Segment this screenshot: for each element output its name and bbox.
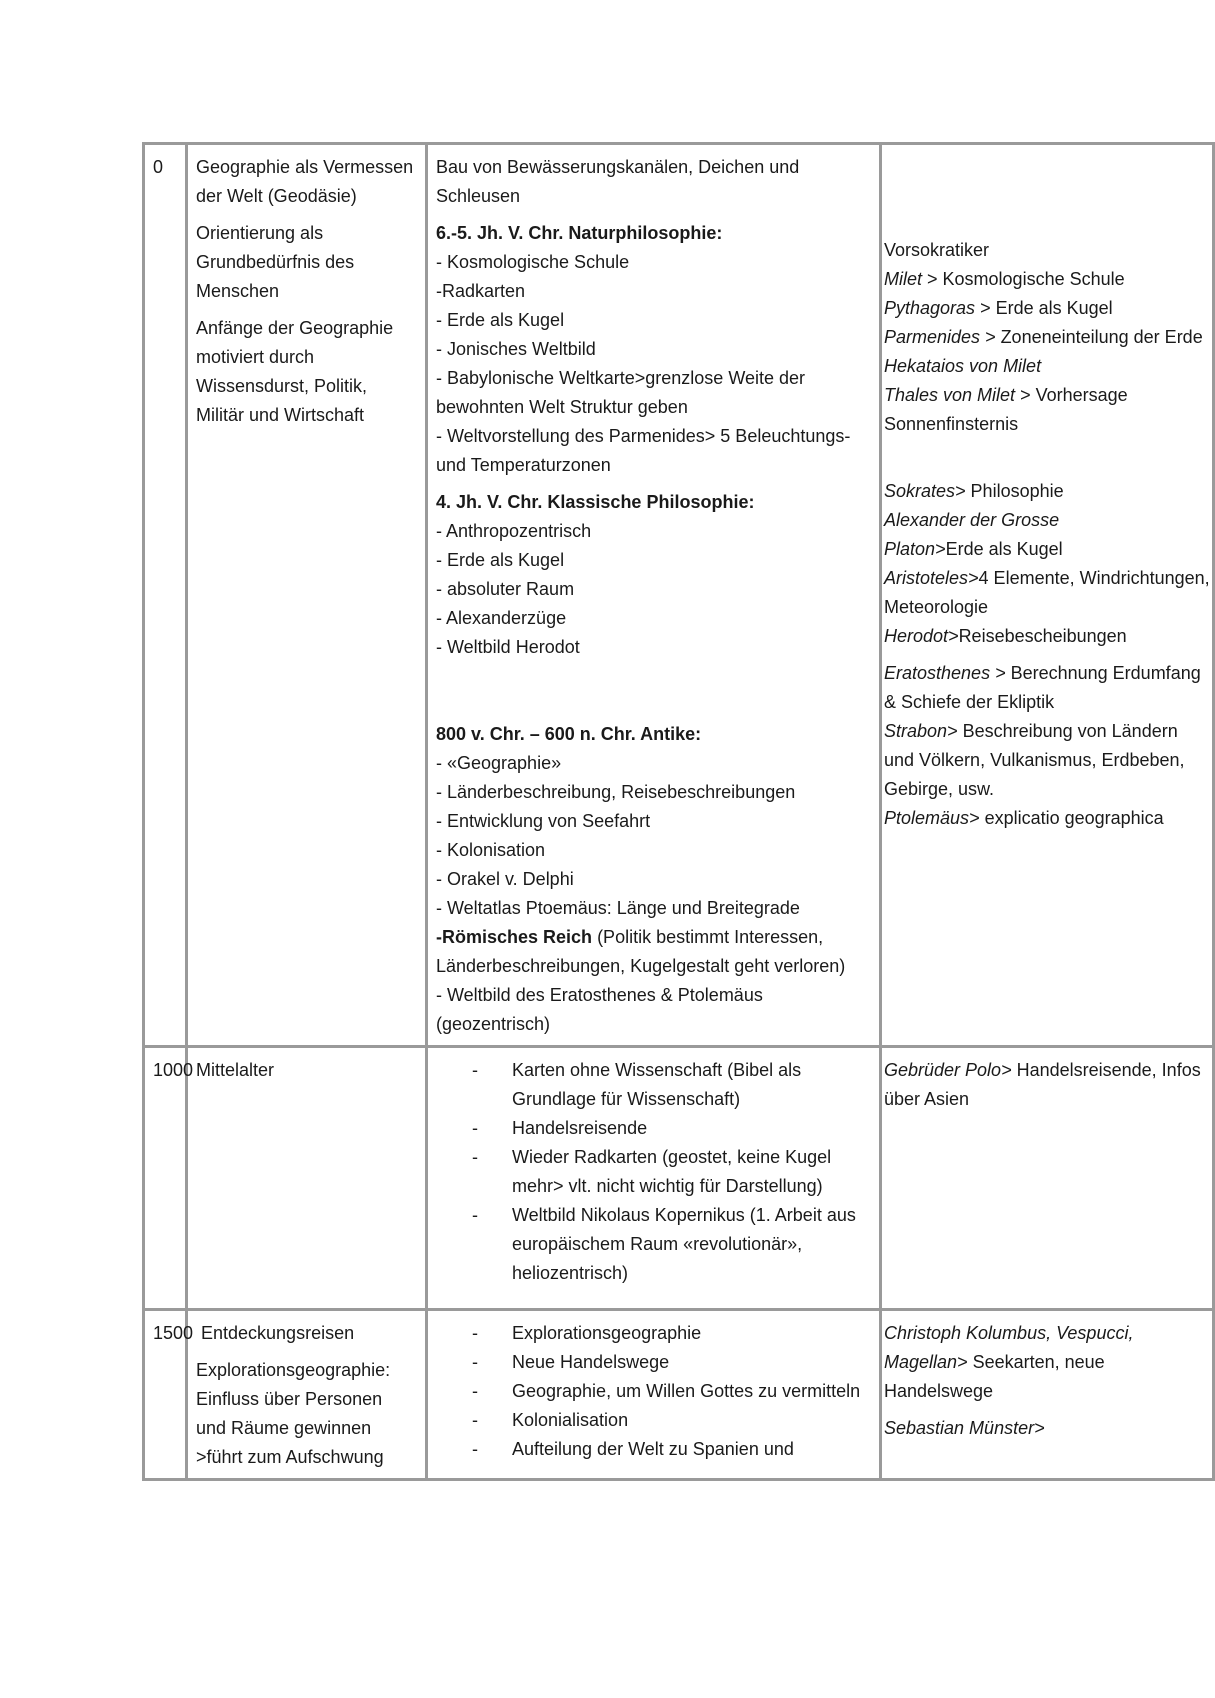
list-item: - Babylonische Weltkarte>grenzlose Weite der bewohnten Welt Struktur geben <box>436 368 811 417</box>
list-item: - Jonisches Weltbild <box>436 339 596 359</box>
person-entry <box>884 323 1212 352</box>
list-item: - Entwicklung von Seefahrt <box>436 811 651 831</box>
list-item: - Karten ohne Wissenschaft (Bibel als Grundlage für Wissenschaft) <box>472 1056 871 1114</box>
person-note: Philosophie <box>965 481 1064 501</box>
person-name: Hekataios von Milet <box>884 356 1042 376</box>
list-item <box>436 923 871 981</box>
list-item: - Anthropozentrisch <box>436 521 592 541</box>
section-heading: 6.-5. Jh. V. Chr. Naturphilosophie: <box>436 223 723 243</box>
section-heading: 800 v. Chr. – 600 n. Chr. Antike: <box>436 724 702 744</box>
list-item: - Wieder Radkarten (geostet, keine Kugel mehr> vlt. nicht wichtig für Darstellung) <box>472 1143 871 1201</box>
person-name: Parmenides > <box>884 327 996 347</box>
year-cell <box>144 1047 194 1310</box>
list-item: - Kolonialisation <box>472 1406 871 1435</box>
people-group <box>884 477 1215 651</box>
person-entry <box>884 265 1212 294</box>
person-name: Platon> <box>884 539 946 559</box>
person-note: Seekarten, neue Handelswege <box>884 1352 1110 1401</box>
content-list <box>436 1319 871 1464</box>
person-name: Sebastian Münster> <box>884 1418 1045 1438</box>
people-cell <box>881 1310 1214 1480</box>
person-note: > Kosmologische Schule <box>922 269 1125 289</box>
history-table <box>142 142 1215 1481</box>
year: 0 <box>153 157 164 177</box>
person-note: Reisebescheibungen <box>958 626 1127 646</box>
people-cell <box>881 144 1214 1047</box>
content-cell <box>427 1047 881 1310</box>
list-item: - Weltbild des Eratosthenes & Ptolemäus (geozentrisch) <box>436 985 768 1034</box>
person-note: Zoneneinteilung der Erde <box>995 327 1203 347</box>
topic-paragraph: Anfänge der Geographie motiviert durch Wissensdurst, Politik, Militär und Wirtschaft <box>196 318 394 425</box>
person-name: Ptolemäus> <box>884 808 980 828</box>
content-cell <box>427 1310 881 1480</box>
topic-cell <box>187 144 427 1047</box>
person-entry <box>884 477 1212 506</box>
list-item: - Weltbild Nikolaus Kopernikus (1. Arbeit aus europäischem Raum «revolutionär», heliozentrisch) <box>472 1201 871 1288</box>
person-entry <box>884 1056 1212 1114</box>
person-name: Alexander der Grosse <box>884 510 1060 530</box>
person-entry <box>884 717 1212 804</box>
list-item: - Alexanderzüge <box>436 608 567 628</box>
list-item: - Weltatlas Ptoemäus: Länge und Breitegrade <box>436 898 800 918</box>
person-name: Thales von Milet <box>884 385 1016 405</box>
list-item: - Aufteilung der Welt zu Spanien und <box>472 1435 871 1464</box>
list-item: - Erde als Kugel <box>436 550 565 570</box>
person-name: Strabon> <box>884 721 958 741</box>
people-group <box>884 236 1212 439</box>
year: 1000 <box>153 1060 194 1080</box>
year-cell <box>144 1310 194 1480</box>
year-cell <box>144 144 187 1047</box>
content-section <box>436 720 871 1039</box>
content-section <box>436 219 871 480</box>
person-entry <box>884 564 1215 622</box>
topic-paragraph: Explorationsgeographie: Einfluss über Personen und Räume gewinnen >führt zum Aufschwung <box>196 1360 391 1467</box>
person-entry <box>884 1319 1212 1406</box>
group-title: Vorsokratiker <box>884 240 990 260</box>
person-note: Beschreibung von Ländern und Völkern, Vulkanismus, Erdbeben, Gebirge, usw. <box>884 721 1190 799</box>
person-note: > Erde als Kugel <box>975 298 1113 318</box>
list-item: - Geographie, um Willen Gottes zu vermitteln <box>472 1377 871 1406</box>
list-item: - Orakel v. Delphi <box>436 869 574 889</box>
content-list <box>436 1056 871 1288</box>
content-cell <box>427 144 881 1047</box>
list-item: - absoluter Raum <box>436 579 575 599</box>
person-name: Milet <box>884 269 923 289</box>
list-item: - Länderbeschreibung, Reisebeschreibungen <box>436 782 796 802</box>
person-note: Berechnung Erdumfang & Schiefe der Ekliptik <box>884 663 1206 712</box>
person-entry <box>884 804 1212 833</box>
person-name: Christoph Kolumbus, Vespucci, Magellan> <box>884 1323 1139 1372</box>
roman-empire-label: -Römisches Reich <box>436 927 593 947</box>
content-intro: Bau von Bewässerungskanälen, Deichen und Schleusen <box>436 157 800 206</box>
list-item: - Weltvorstellung des Parmenides> 5 Beleuchtungs- und Temperaturzonen <box>436 426 856 475</box>
list-item: - Kolonisation <box>436 840 546 860</box>
person-note: explicatio geographica <box>979 808 1164 828</box>
list-item: - Erde als Kugel <box>436 310 565 330</box>
person-entry <box>884 535 1212 564</box>
person-note: Handelsreisende, Infos über Asien <box>884 1060 1206 1109</box>
list-item: - Explorationsgeographie <box>472 1319 871 1348</box>
table-row <box>144 144 1214 1047</box>
year: 1500 <box>153 1323 194 1343</box>
person-entry <box>884 659 1212 717</box>
person-entry <box>884 381 1212 439</box>
topic-cell <box>187 1310 427 1480</box>
topic-paragraph: Orientierung als Grundbedürfnis des Menschen <box>196 223 355 301</box>
list-item: - Weltbild Herodot <box>436 637 580 657</box>
person-entry <box>884 352 1212 381</box>
person-name: Pythagoras <box>884 298 976 318</box>
list-item: -Radkarten <box>436 281 526 301</box>
person-name: Eratosthenes > <box>884 663 1006 683</box>
person-name: Aristoteles> <box>884 568 979 588</box>
person-entry <box>884 294 1212 323</box>
person-name: Herodot> <box>884 626 959 646</box>
list-item: - «Geographie» <box>436 753 562 773</box>
list-item: - Kosmologische Schule <box>436 252 630 272</box>
list-item: - Neue Handelswege <box>472 1348 871 1377</box>
people-group <box>884 1319 1212 1406</box>
roman-empire-text: (Politik bestimmt Interessen, Länderbeschreibungen, Kugelgestalt geht verloren) <box>436 927 846 976</box>
person-entry <box>884 506 1212 535</box>
person-entry <box>884 622 1212 651</box>
content-section <box>436 488 871 662</box>
table-row <box>144 1047 1214 1310</box>
people-group <box>884 659 1212 833</box>
topic-paragraph: Entdeckungsreisen <box>196 1323 355 1343</box>
person-name: Gebrüder Polo> <box>884 1060 1012 1080</box>
table-row <box>144 1310 1214 1480</box>
section-heading: 4. Jh. V. Chr. Klassische Philosophie: <box>436 492 755 512</box>
people-group <box>884 1414 1212 1443</box>
topic-paragraph: Mittelalter <box>196 1060 275 1080</box>
person-note: 4 Elemente, Windrichtungen, Meteorologie <box>884 568 1215 617</box>
topic-paragraph: Geographie als Vermessen der Welt (Geodäsie) <box>196 157 414 206</box>
person-note: Erde als Kugel <box>945 539 1063 559</box>
person-note: > Vorhersage Sonnenfinsternis <box>884 385 1133 434</box>
topic-cell <box>187 1047 427 1310</box>
person-name: Sokrates> <box>884 481 966 501</box>
person-entry <box>884 1414 1212 1443</box>
people-cell <box>881 1047 1214 1310</box>
list-item: - Handelsreisende <box>472 1114 871 1143</box>
